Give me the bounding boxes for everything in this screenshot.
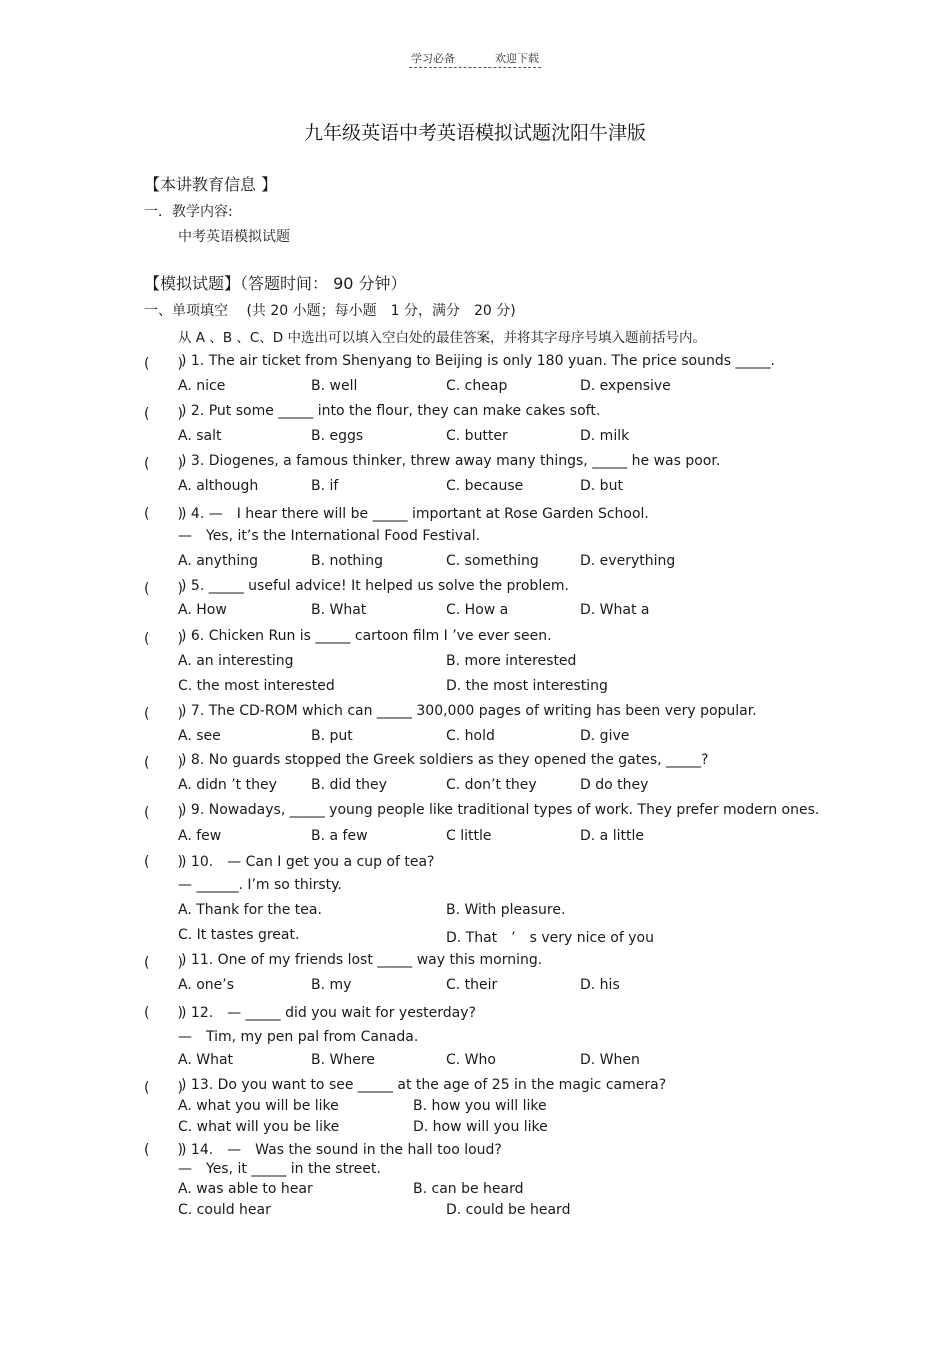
answer-bracket-3: ( )	[144, 456, 183, 472]
question-8-option-d: D do they	[580, 777, 649, 793]
question-6-option-c: C. the most interested	[178, 678, 335, 694]
question-11-option-b: B. my	[311, 977, 352, 993]
question-12-stem: ) 12. — _____ did you wait for yesterday?	[181, 1005, 476, 1021]
question-5-option-a: A. How	[178, 602, 227, 618]
question-1-option-a: A. nice	[178, 378, 226, 394]
question-5-option-b: B. What	[311, 602, 367, 618]
answer-bracket-12: ( )	[144, 1005, 183, 1021]
question-14-option-c: C. could hear	[178, 1202, 271, 1218]
question-9-option-a: A. few	[178, 828, 222, 844]
answer-bracket-9: ( )	[144, 805, 183, 821]
question-5-stem: ) 5. _____ useful advice! It helped us solve the problem.	[181, 578, 569, 594]
question-10-option-c: C. It tastes great.	[178, 927, 300, 943]
part1-instruction: 从 A 、B 、C、D 中选出可以填入空白处的最佳答案，并将其字母序号填入题前括号内。	[178, 330, 706, 346]
answer-bracket-6: ( )	[144, 631, 183, 647]
question-9-option-c: C little	[446, 828, 492, 844]
question-14-option-d: D. could be heard	[446, 1202, 571, 1218]
info-heading: 【本讲教育信息 】	[144, 175, 278, 194]
question-14-option-a: A. was able to hear	[178, 1181, 313, 1197]
question-2-option-c: C. butter	[446, 428, 508, 444]
question-8-option-a: A. didn ’t they	[178, 777, 277, 793]
answer-bracket-2: ( )	[144, 406, 183, 422]
question-11-option-d: D. his	[580, 977, 620, 993]
header-left: 学习必备	[411, 52, 455, 65]
question-4-option-c: C. something	[446, 553, 539, 569]
question-2-stem: ) 2. Put some _____ into the flour, they can make cakes soft.	[181, 403, 601, 419]
question-1-option-d: D. expensive	[580, 378, 671, 394]
question-8-stem: ) 8. No guards stopped the Greek soldiers as they opened the gates, _____?	[181, 752, 709, 768]
question-11-option-a: A. one’s	[178, 977, 235, 993]
question-9-option-b: B. a few	[311, 828, 368, 844]
question-3-stem: ) 3. Diogenes, a famous thinker, threw away many things, _____ he was poor.	[181, 453, 721, 469]
question-2-option-a: A. salt	[178, 428, 222, 444]
header-right: 欢迎下载	[495, 52, 539, 65]
question-3-option-c: C. because	[446, 478, 524, 494]
info-item-label: 一．教学内容:	[144, 204, 233, 220]
question-12-option-b: B. Where	[311, 1052, 375, 1068]
question-14-stem: ) 14. — Was the sound in the hall too loud?	[181, 1142, 502, 1158]
question-6-stem: ) 6. Chicken Run is _____ cartoon film I ’ve ever seen.	[181, 628, 552, 644]
answer-bracket-10: ( )	[144, 854, 183, 870]
question-11-option-c: C. their	[446, 977, 498, 993]
question-9-option-d: D. a little	[580, 828, 644, 844]
question-5-option-d: D. What a	[580, 602, 650, 618]
question-1-option-c: C. cheap	[446, 378, 508, 394]
question-13-option-c: C. what will you be like	[178, 1119, 340, 1135]
question-1-stem: ) 1. The air ticket from Shenyang to Beijing is only 180 yuan. The price sounds _____.	[181, 353, 775, 369]
question-3-option-d: D. but	[580, 478, 623, 494]
question-7-option-c: C. hold	[446, 728, 495, 744]
question-13-option-b: B. how you will like	[413, 1098, 547, 1114]
question-7-option-b: B. put	[311, 728, 353, 744]
part1-title: 一、单项填空 (共 20 小题；每小题 1 分，满分 20 分)	[144, 303, 516, 319]
question-11-stem: ) 11. One of my friends lost _____ way this morning.	[181, 952, 543, 968]
answer-bracket-8: ( )	[144, 755, 183, 771]
question-14-option-b: B. can be heard	[413, 1181, 524, 1197]
question-6-option-d: D. the most interesting	[446, 678, 608, 694]
question-10-option-b: B. With pleasure.	[446, 902, 566, 918]
page-header	[0, 50, 950, 68]
question-7-stem: ) 7. The CD-ROM which can _____ 300,000 pages of writing has been very popular.	[181, 703, 757, 719]
answer-bracket-14: ( )	[144, 1142, 183, 1158]
answer-bracket-7: ( )	[144, 706, 183, 722]
answer-bracket-4: ( )	[144, 506, 183, 522]
exam-heading: 【模拟试题】（答题时间： 90 分钟）	[144, 274, 407, 293]
question-3-option-b: B. if	[311, 478, 339, 494]
page-title: 九年级英语中考英语模拟试题沈阳牛津版	[303, 122, 646, 144]
question-8-option-c: C. don’t they	[446, 777, 537, 793]
question-6-option-a: A. an interesting	[178, 653, 294, 669]
question-12-option-a: A. What	[178, 1052, 234, 1068]
question-7-option-a: A. see	[178, 728, 221, 744]
question-13-option-a: A. what you will be like	[178, 1098, 339, 1114]
question-2-option-b: B. eggs	[311, 428, 364, 444]
question-13-stem: ) 13. Do you want to see _____ at the age of 25 in the magic camera?	[181, 1077, 667, 1093]
question-12-option-c: C. Who	[446, 1052, 496, 1068]
question-9-stem: ) 9. Nowadays, _____ young people like traditional types of work. They prefer modern ones.	[181, 802, 820, 818]
answer-bracket-1: ( )	[144, 356, 183, 372]
question-10-option-a: A. Thank for the tea.	[178, 902, 322, 918]
info-item-value: 中考英语模拟试题	[178, 229, 290, 245]
question-10-stem: ) 10. — Can I get you a cup of tea?	[181, 854, 435, 870]
question-1-option-b: B. well	[311, 378, 358, 394]
question-10-reply: — ______. I’m so thirsty.	[178, 877, 342, 893]
question-8-option-b: B. did they	[311, 777, 387, 793]
question-7-option-d: D. give	[580, 728, 630, 744]
question-14-reply: — Yes, it _____ in the street.	[178, 1161, 381, 1177]
question-2-option-d: D. milk	[580, 428, 630, 444]
header-text	[409, 50, 541, 68]
question-4-reply: — Yes, it’s the International Food Festival.	[178, 528, 481, 544]
answer-bracket-5: ( )	[144, 581, 183, 597]
question-12-reply: — Tim, my pen pal from Canada.	[178, 1029, 419, 1045]
question-4-option-b: B. nothing	[311, 553, 383, 569]
question-5-option-c: C. How a	[446, 602, 509, 618]
question-12-option-d: D. When	[580, 1052, 640, 1068]
answer-bracket-11: ( )	[144, 955, 183, 971]
question-4-option-a: A. anything	[178, 553, 258, 569]
question-3-option-a: A. although	[178, 478, 259, 494]
question-6-option-b: B. more interested	[446, 653, 577, 669]
question-4-option-d: D. everything	[580, 553, 676, 569]
question-13-option-d: D. how will you like	[413, 1119, 548, 1135]
question-10-option-d: D. That ’ s very nice of you	[446, 930, 654, 946]
question-4-stem: ) 4. — I hear there will be _____ important at Rose Garden School.	[181, 506, 649, 522]
answer-bracket-13: ( )	[144, 1080, 183, 1096]
